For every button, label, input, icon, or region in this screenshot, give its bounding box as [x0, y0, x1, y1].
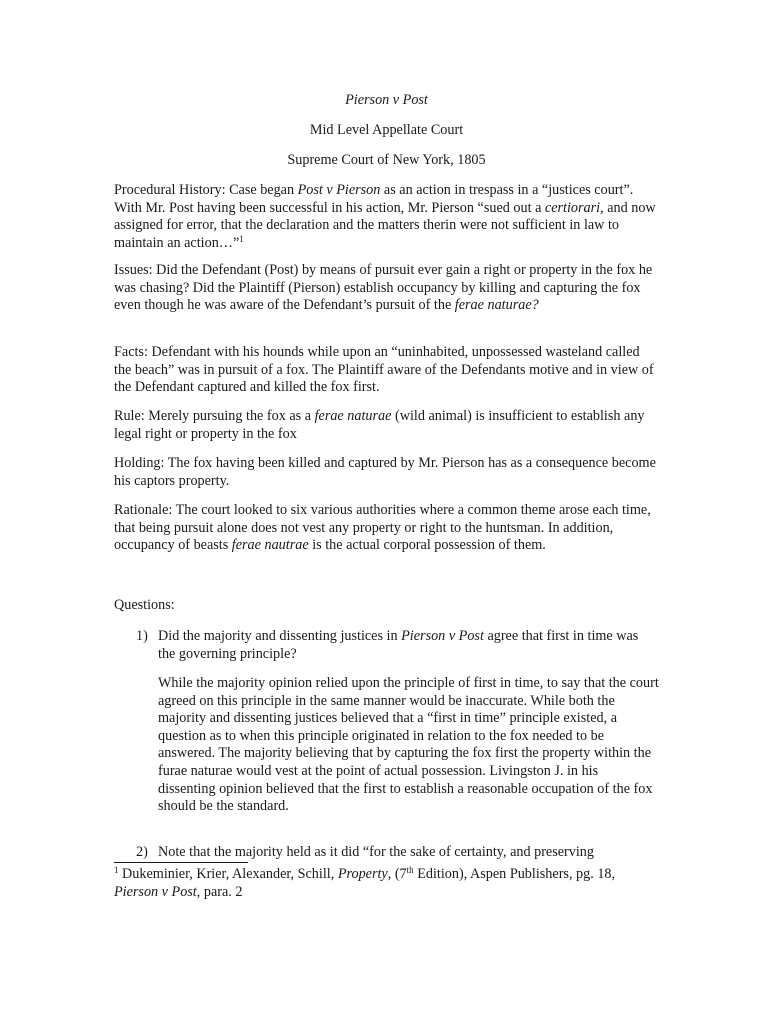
- issues: Issues: Did the Defendant (Post) by means of pursuit ever gain a right or property in the fox he was chasing? Did the Plaintiff (Pierson) establish occupancy by killing and capturing the fox even though he was aware of the Defendant’s pursuit of the ferae naturae?: [114, 262, 653, 314]
- procedural-history-label: Procedural History:: [114, 182, 230, 198]
- rule: Rule: Merely pursuing the fox as a ferae naturae (wild animal) is insufficient to establish any legal right or property in the fox: [114, 408, 645, 442]
- footnote-divider: [114, 862, 248, 863]
- question-1-text: Did the majority and dissenting justices in Pierson v Post agree that first in time was the governing principle?: [158, 628, 639, 662]
- question-2-text: Note that the majority held as it did “for the sake of certainty, and preserving: [158, 844, 594, 860]
- holding-label: Holding:: [114, 455, 168, 471]
- question-1-answer: While the majority opinion relied upon the principle of first in time, to say that the court agreed on this principle in the same manner would be inaccurate. While both the majority and dissenting justices believed that a “first in time” principle existed, a question as to when this principle originated in relation to the fox needed to be answered. The majority believing that by capturing the fox first the property within the furae naturae would vest at the point of actual possession. Livingston J. in his dissenting opinion believed that the first to establish a reasonable occupation of the fox should be the standard.: [158, 675, 659, 815]
- court-level: Mid Level Appellate Court: [309, 122, 464, 138]
- questions-heading: Questions:: [114, 597, 175, 613]
- rule-label: Rule:: [114, 408, 149, 424]
- question-2-number: 2): [136, 844, 148, 860]
- rationale-label: Rationale:: [114, 502, 176, 518]
- facts: Facts: Defendant with his hounds while upon an “uninhabited, unpossessed wasteland called the beach” was in pursuit of a fox. The Plaintiff aware of the Defendants motive and in view of the Defendant captured and killed the fox first.: [114, 344, 654, 396]
- issues-label: Issues:: [114, 262, 157, 278]
- footnote-reference[interactable]: 1: [239, 233, 244, 244]
- facts-label: Facts:: [114, 344, 152, 360]
- footnote-marker: 1: [114, 865, 119, 875]
- question-1-number: 1): [136, 628, 148, 644]
- footnote: $^1$ Dukeminier, Krier, Alexander, Schill, Property, (7th Edition), Aspen Publishers, pg. 18, Pierson v Post, para. 2: [114, 865, 616, 900]
- court-name: Supreme Court of New York, 1805: [287, 152, 486, 168]
- holding: Holding: The fox having been killed and captured by Mr. Pierson has as a consequence become his captors property.: [114, 455, 656, 489]
- rationale: Rationale: The court looked to six various authorities where a common theme arose each time, that being pursuit alone does not vest any property or right to the huntsman. In addition, occupancy of beasts ferae nautrae is the actual corporal possession of them.: [114, 502, 651, 554]
- procedural-history: Procedural History: Case began Post v Pierson as an action in trespass in a “justices court”. With Mr. Post having been successful in his action, Mr. Pierson “sued out a certiorari, and now assigned for error, that the declaration and the matters therin were not sufficient in law to maintain an action…”$^1$: [114, 182, 656, 251]
- case-title: Pierson v Post: [345, 92, 428, 108]
